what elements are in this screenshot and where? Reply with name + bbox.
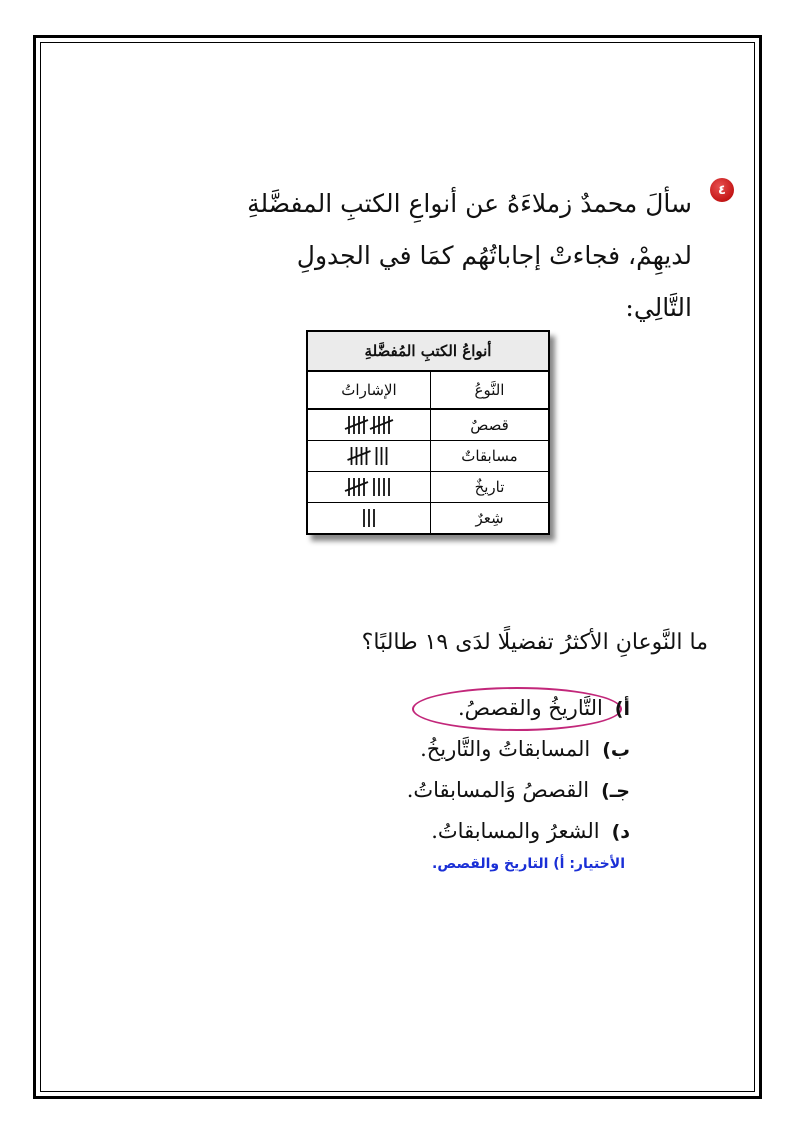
table-row [308, 472, 548, 503]
choice-c[interactable] [407, 772, 630, 813]
choice-d[interactable] [407, 813, 630, 854]
choice-letter: د) [611, 821, 630, 843]
tally-cell [308, 409, 431, 441]
choice-text: المسابقاتُ والتَّاريخُ. [420, 737, 591, 761]
prompt-line: لديهِمْ، فجاءتْ إجاباتُهُم كمَا في الجدولِ [296, 241, 692, 270]
table-row [308, 441, 548, 472]
tally-cell [308, 472, 431, 503]
prompt-line: التَّالِي: [625, 293, 692, 322]
choice-a[interactable] [407, 690, 630, 731]
table-row [308, 503, 548, 534]
choice-letter: ب) [602, 739, 630, 761]
type-cell: تاريخٌ [431, 472, 549, 503]
tally-cell [308, 503, 431, 534]
type-cell: قصصٌ [431, 409, 549, 441]
table-row [308, 409, 548, 441]
choices-list [407, 690, 630, 854]
tally-marks [319, 505, 419, 531]
header-type: النَّوعُ [431, 372, 549, 410]
question-prompt [172, 178, 692, 334]
answer-text: الأختيار: أ) التاريخ والقصص. [432, 856, 625, 872]
choice-letter: جـ) [601, 780, 630, 802]
choice-b[interactable] [407, 731, 630, 772]
table-header-row [308, 372, 548, 410]
choice-text: القصصُ وَالمسابقاتُ. [406, 778, 590, 802]
tally-marks [319, 443, 419, 469]
tally-marks [319, 474, 419, 500]
header-tally: الإشاراتُ [308, 372, 431, 410]
favorite-books-table [306, 330, 550, 535]
question-number-badge: ٤ [710, 178, 734, 202]
type-cell: مسابقاتٌ [431, 441, 549, 472]
choice-text: الشعرُ والمسابقاتُ. [431, 819, 600, 843]
choice-text: التَّاريخُ والقصصُ. [458, 696, 603, 720]
type-cell: شِعرٌ [431, 503, 549, 534]
prompt-line: سألَ محمدٌ زملاءَهُ عن أنواعِ الكتبِ المفضَّلةِ [247, 189, 692, 218]
question-text: ما النَّوعانِ الأكثرُ تفضيلًا لدَى ١٩ طالبًا؟ [361, 630, 708, 655]
tally-marks [319, 412, 419, 438]
table-title: أنواعُ الكتبِ المُفضَّلةِ [308, 332, 548, 371]
tally-cell [308, 441, 431, 472]
choice-letter: أ) [614, 698, 630, 720]
